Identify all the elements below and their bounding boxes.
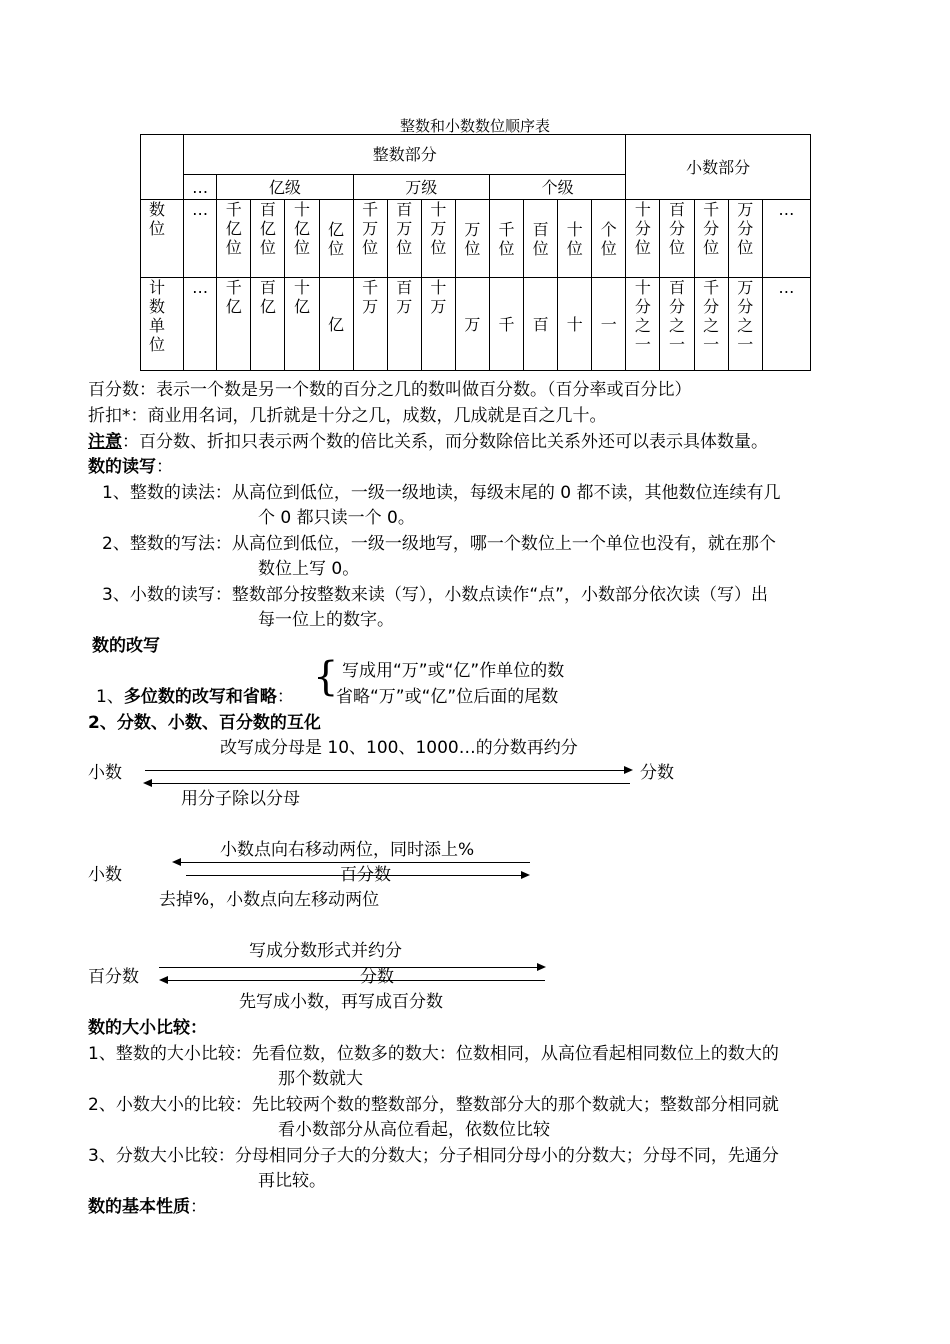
place-cell: 亿位 [319, 200, 353, 278]
rewrite-heading: 数的改写 [92, 636, 160, 656]
rewrite-item-2: 2、分数、小数、百分数的互化 [88, 713, 321, 733]
place-cell: … [184, 200, 217, 278]
corner-cell [141, 135, 184, 200]
discount-definition: 折扣*：商业用名词，几折就是十分之几，成数，几成就是百之几十。 [88, 406, 607, 426]
unit-cell: … [762, 278, 810, 371]
unit-cell: 百分之一 [660, 278, 694, 371]
arrow-left-icon [172, 858, 181, 866]
place-cell: 百分位 [660, 200, 694, 278]
unit-cell: 百亿 [251, 278, 285, 371]
arrow-right-icon [624, 766, 633, 774]
list-item: 1、整数的大小比较：先看位数，位数多的数大：位数相同，从高位看起相同数位上的数大的 [88, 1044, 779, 1064]
conv2-top-text: 小数点向右移动两位，同时添上% [220, 840, 475, 860]
list-item-continued: 个 0 都只读一个 0。 [258, 508, 415, 528]
brace-option-bottom: 省略“万”或“亿”位后面的尾数 [336, 687, 559, 707]
note-label: 注意 [88, 432, 122, 452]
place-cell: 十位 [558, 200, 592, 278]
unit-cell: 百 [524, 278, 558, 371]
arrow-right-line [145, 770, 625, 771]
place-cell: 十亿位 [285, 200, 319, 278]
table-caption: 整数和小数数位顺序表 [399, 117, 550, 135]
list-item: 3、小数的读写：整数部分按整数来读（写），小数点读作“点”，小数部分依次读（写）出 [102, 585, 768, 605]
level-yi: 亿级 [217, 175, 353, 200]
level-wan: 万级 [353, 175, 489, 200]
conv2-left-label: 小数 [88, 865, 122, 885]
basic-heading: 数的基本性质： [88, 1197, 207, 1217]
curly-brace-icon: { [313, 654, 339, 700]
place-cell: 千万位 [353, 200, 387, 278]
list-item: 3、分数大小比较：分母相同分子大的分数大；分子相同分母小的分数大；分母不同，先通分 [88, 1146, 779, 1166]
read-write-heading: 数的读写： [88, 457, 173, 477]
arrow-right-icon [521, 871, 530, 879]
place-cell: 万分位 [728, 200, 762, 278]
list-item-continued: 每一位上的数字。 [258, 610, 394, 630]
conv3-left-label: 百分数 [88, 967, 139, 987]
conv1-top-text: 改写成分母是 10、100、1000…的分数再约分 [220, 738, 578, 758]
row-label-place: 数位 [141, 200, 184, 278]
list-item: 1、整数的读法：从高位到低位，一级一级地读，每级末尾的 0 都不读，其他数位连续有几 [102, 483, 781, 503]
arrow-right-line [159, 967, 538, 968]
percent-definition: 百分数：表示一个数是另一个数的百分之几的数叫做百分数。（百分率或百分比） [88, 380, 692, 400]
place-cell: … [762, 200, 810, 278]
list-item: 2、整数的写法：从高位到低位，一级一级地写，哪一个数位上一个单位也没有，就在那个 [102, 534, 776, 554]
decimal-part-header: 小数部分 [626, 135, 811, 200]
place-cell: 百万位 [387, 200, 421, 278]
unit-cell: 千分之一 [694, 278, 728, 371]
integer-part-header: 整数部分 [184, 135, 626, 175]
place-value-table [140, 134, 811, 371]
brace-option-top: 写成用“万”或“亿”作单位的数 [342, 661, 565, 681]
place-cell: 十万位 [421, 200, 455, 278]
unit-cell: 十 [558, 278, 592, 371]
note-text: ：百分数、折扣只表示两个数的倍比关系，而分数除倍比关系外还可以表示具体数量。 [122, 432, 768, 452]
conv1-right-label: 分数 [640, 763, 674, 783]
level-ge: 个级 [489, 175, 625, 200]
list-item-continued: 数位上写 0。 [258, 559, 360, 579]
note-paragraph [88, 431, 768, 453]
list-item-continued: 那个数就大 [278, 1069, 363, 1089]
conv2-bottom-text: 去掉%，小数点向左移动两位 [159, 890, 380, 910]
arrow-left-line [168, 980, 545, 981]
conv3-bottom-text: 先写成小数，再写成百分数 [239, 992, 443, 1012]
rewrite-item-1: 1、多位数的改写和省略： [96, 687, 294, 707]
arrow-right-icon [537, 963, 546, 971]
row-label-unit: 计数单位 [141, 278, 184, 371]
table-row-place [141, 200, 811, 278]
arrow-left-icon [143, 779, 152, 787]
conv1-left-label: 小数 [88, 763, 122, 783]
arrow-left-line [152, 783, 630, 784]
unit-cell: 一 [592, 278, 626, 371]
unit-cell: 亿 [319, 278, 353, 371]
unit-cell: … [184, 278, 217, 371]
unit-cell: 万分之一 [728, 278, 762, 371]
table-row-unit [141, 278, 811, 371]
conv3-top-text: 写成分数形式并约分 [249, 941, 402, 961]
place-cell: 百亿位 [251, 200, 285, 278]
unit-cell: 十亿 [285, 278, 319, 371]
unit-cell: 千 [489, 278, 523, 371]
place-cell: 十分位 [626, 200, 660, 278]
unit-cell: 千万 [353, 278, 387, 371]
unit-cell: 百万 [387, 278, 421, 371]
conv2-middle-label: 百分数 [340, 865, 391, 885]
compare-heading: 数的大小比较： [88, 1018, 207, 1038]
place-cell: 千亿位 [217, 200, 251, 278]
unit-cell: 十万 [421, 278, 455, 371]
unit-cell: 十分之一 [626, 278, 660, 371]
arrow-left-line [181, 862, 530, 863]
level-ellipsis: … [184, 175, 217, 200]
list-item-continued: 看小数部分从高位看起，依数位比较 [278, 1120, 550, 1140]
place-cell: 百位 [524, 200, 558, 278]
arrow-right-line [186, 875, 522, 876]
place-cell: 个位 [592, 200, 626, 278]
conv1-bottom-text: 用分子除以分母 [181, 789, 300, 809]
place-cell: 千分位 [694, 200, 728, 278]
place-cell: 万位 [455, 200, 489, 278]
list-item: 2、小数大小的比较：先比较两个数的整数部分，整数部分大的那个数就大；整数部分相同就 [88, 1095, 779, 1115]
place-cell: 千位 [489, 200, 523, 278]
unit-cell: 千亿 [217, 278, 251, 371]
arrow-left-icon [159, 976, 168, 984]
list-item-continued: 再比较。 [258, 1171, 326, 1191]
unit-cell: 万 [455, 278, 489, 371]
conv3-middle-label: 分数 [360, 967, 394, 987]
